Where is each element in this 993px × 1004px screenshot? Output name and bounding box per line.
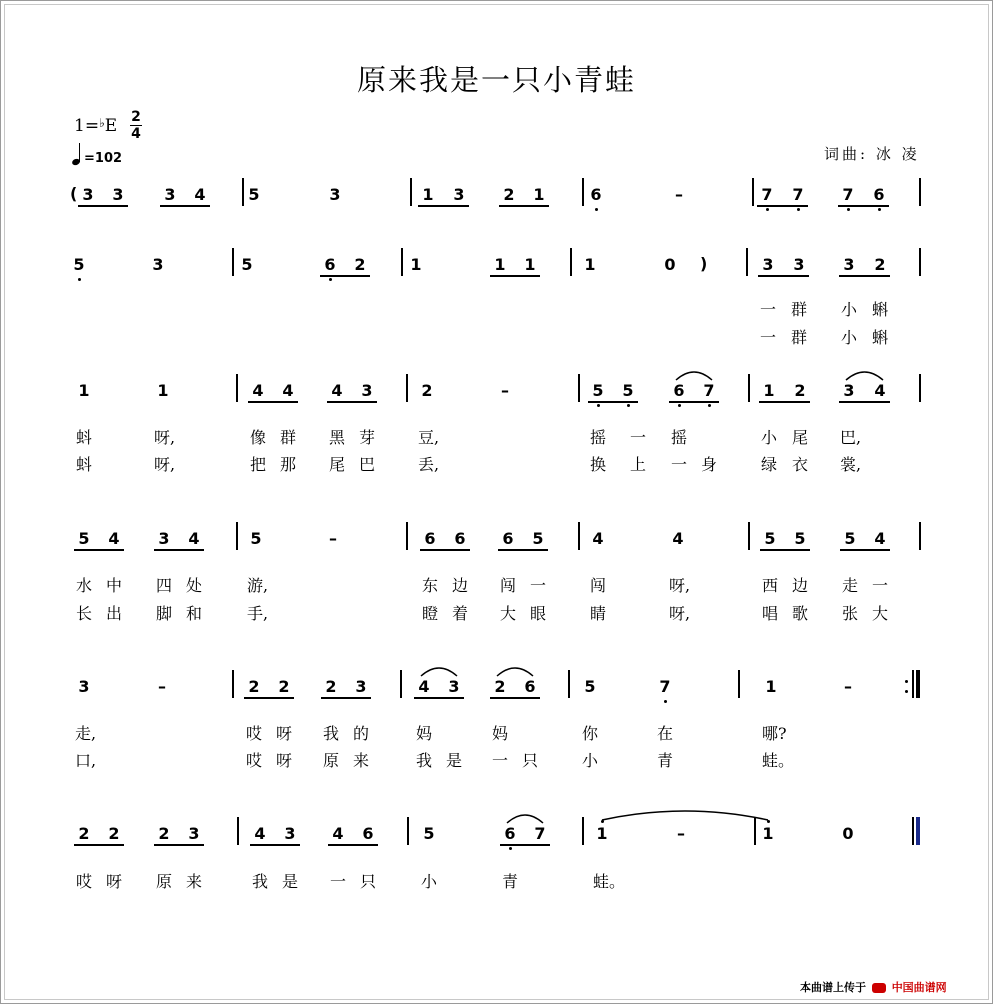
bar-line xyxy=(578,374,580,402)
lyric-syllable: 尾 xyxy=(328,455,345,474)
tie-arc xyxy=(495,664,535,678)
note: 7 xyxy=(703,381,715,400)
note: 5 xyxy=(532,529,544,548)
lyric-syllable: 哪? xyxy=(762,724,787,743)
lyric-syllable: 青 xyxy=(501,872,518,891)
beam-underline xyxy=(757,205,808,207)
beam-underline xyxy=(840,549,890,551)
note: 6 xyxy=(673,381,685,400)
lyric-syllable: 一 xyxy=(670,455,687,474)
note: 7 xyxy=(659,677,671,696)
note: 5 xyxy=(592,381,604,400)
lower-octave-dot xyxy=(664,700,667,703)
note: 2 xyxy=(494,677,506,696)
lyric-syllable: 大 xyxy=(499,604,516,623)
tie-arc xyxy=(844,368,885,382)
note: 6 xyxy=(362,824,374,843)
lyric-syllable: 原 xyxy=(155,872,172,891)
note: 1 xyxy=(422,185,434,204)
beam-underline xyxy=(759,401,810,403)
bar-line xyxy=(578,522,580,550)
lyric-syllable: 一 xyxy=(529,576,546,595)
beam-underline xyxy=(321,697,371,699)
lyric-syllable: 唱 xyxy=(761,604,778,623)
note: 3 xyxy=(762,255,774,274)
lyric-syllable: 蝌 xyxy=(871,328,888,347)
note: 4 xyxy=(592,529,604,548)
lower-octave-dot xyxy=(78,278,81,281)
song-title: 原来我是一只小青蛙 xyxy=(356,63,636,97)
lyric-syllable: 口, xyxy=(75,751,97,770)
note: 3 xyxy=(158,529,170,548)
lyric-syllable: 一 xyxy=(491,751,508,770)
lyric-syllable: 四 xyxy=(155,576,172,595)
lyric-syllable: 蛙。 xyxy=(593,872,626,891)
note: 5 xyxy=(250,529,262,548)
note: 1 xyxy=(763,381,775,400)
rest-note: 0 xyxy=(664,255,676,274)
note: 7 xyxy=(761,185,773,204)
beam-underline xyxy=(154,549,204,551)
lyric-syllable: 眼 xyxy=(529,604,546,623)
note: 2 xyxy=(503,185,515,204)
lyric-syllable: 小 xyxy=(420,872,437,891)
lyric-syllable: 绿 xyxy=(760,455,777,474)
lyric-syllable: 只 xyxy=(359,872,376,891)
lyric-syllable: 来 xyxy=(352,751,369,770)
bar-line xyxy=(570,248,572,276)
note: 3 xyxy=(284,824,296,843)
note: 1 xyxy=(524,255,536,274)
note: 6 xyxy=(590,185,602,204)
note: 3 xyxy=(78,677,90,696)
repeat-bar-thick xyxy=(916,670,920,698)
note: 4 xyxy=(874,381,886,400)
note: 3 xyxy=(82,185,94,204)
beam-underline xyxy=(414,697,464,699)
tempo-marking xyxy=(72,140,122,166)
lyric-syllable: 来 xyxy=(185,872,202,891)
note: 3 xyxy=(843,381,855,400)
note: 4 xyxy=(874,529,886,548)
note: 4 xyxy=(331,381,343,400)
note: 2 xyxy=(874,255,886,274)
beam-underline xyxy=(248,401,298,403)
bar-line xyxy=(748,374,750,402)
note: 3 xyxy=(453,185,465,204)
lyric-syllable: 一 xyxy=(329,872,346,891)
lyric-syllable: 着 xyxy=(451,604,468,623)
note: 1 xyxy=(596,824,608,843)
lyric-syllable: 呀, xyxy=(154,428,176,447)
lyric-syllable: 哎 xyxy=(245,724,262,743)
beam-underline xyxy=(328,844,378,846)
lyric-syllable: 那 xyxy=(279,455,296,474)
note: 4 xyxy=(418,677,430,696)
note: 3 xyxy=(329,185,341,204)
note: 3 xyxy=(112,185,124,204)
note: 1 xyxy=(762,824,774,843)
lyric-syllable: 出 xyxy=(105,604,122,623)
bar-line xyxy=(738,670,740,698)
lyric-syllable: 手, xyxy=(247,604,269,623)
note: 7 xyxy=(792,185,804,204)
note: 7 xyxy=(842,185,854,204)
footer-credit xyxy=(800,979,947,995)
lower-octave-dot xyxy=(329,278,332,281)
time-signature-bottom: 4 xyxy=(131,126,141,142)
lyric-syllable: 大 xyxy=(871,604,888,623)
tie-arc xyxy=(419,664,459,678)
note: 2 xyxy=(278,677,290,696)
lyric-syllable: 一 xyxy=(629,428,646,447)
lyric-syllable: 小 xyxy=(840,328,857,347)
note: 1 xyxy=(533,185,545,204)
lyric-syllable: 群 xyxy=(790,300,807,319)
bar-line xyxy=(406,374,408,402)
lyric-syllable: 一 xyxy=(871,576,888,595)
lyric-syllable: 裳, xyxy=(840,455,862,474)
bar-line xyxy=(242,178,244,206)
lyric-syllable: 张 xyxy=(841,604,858,623)
lyric-syllable: 边 xyxy=(451,576,468,595)
beam-underline xyxy=(154,844,204,846)
bar-line xyxy=(919,522,921,550)
note: 6 xyxy=(454,529,466,548)
lyric-syllable: 只 xyxy=(521,751,538,770)
bar-line xyxy=(407,817,409,845)
dash-note: – xyxy=(501,381,509,400)
beam-underline xyxy=(244,697,294,699)
lyric-syllable: 尾 xyxy=(791,428,808,447)
lyric-syllable: 蚪 xyxy=(75,428,92,447)
lyric-syllable: 摇 xyxy=(670,428,687,447)
dash-note: – xyxy=(844,677,852,696)
note: 2 xyxy=(325,677,337,696)
tie-arc xyxy=(505,811,545,825)
note: 3 xyxy=(152,255,164,274)
note: 5 xyxy=(584,677,596,696)
lyric-syllable: 小 xyxy=(840,300,857,319)
time-signature xyxy=(130,110,142,141)
note: 5 xyxy=(73,255,85,274)
lyric-syllable: 歌 xyxy=(791,604,808,623)
lyric-syllable: 呀, xyxy=(154,455,176,474)
beam-underline xyxy=(320,275,370,277)
lyric-syllable: 呀 xyxy=(105,872,122,891)
lyric-syllable: 呀 xyxy=(275,724,292,743)
beam-underline xyxy=(669,401,719,403)
lyric-syllable: 水 xyxy=(75,576,92,595)
beam-underline xyxy=(498,549,548,551)
note: 5 xyxy=(423,824,435,843)
rest-note: 0 xyxy=(842,824,854,843)
flat-sign: ♭ xyxy=(99,116,105,130)
note: 4 xyxy=(332,824,344,843)
lyric-syllable: 西 xyxy=(761,576,778,595)
lyric-syllable: 上 xyxy=(629,455,646,474)
note: 7 xyxy=(534,824,546,843)
bar-line xyxy=(401,248,403,276)
beam-underline xyxy=(327,401,377,403)
repeat-dot xyxy=(905,690,908,693)
repeat-dot xyxy=(905,680,908,683)
beam-underline xyxy=(160,205,210,207)
lyric-syllable: 呀, xyxy=(669,604,691,623)
lyric-syllable: 把 xyxy=(249,455,266,474)
lyric-syllable: 我 xyxy=(415,751,432,770)
note: 1 xyxy=(494,255,506,274)
lyric-syllable: 黑 xyxy=(328,428,345,447)
lower-octave-dot xyxy=(797,208,800,211)
lyric-syllable: 东 xyxy=(421,576,438,595)
end-bar-thick xyxy=(916,817,920,845)
dash-note: – xyxy=(329,529,337,548)
note: 2 xyxy=(354,255,366,274)
note: 5 xyxy=(844,529,856,548)
lyric-syllable: 豆, xyxy=(418,428,440,447)
note: 4 xyxy=(194,185,206,204)
note: 4 xyxy=(672,529,684,548)
lyric-syllable: 和 xyxy=(185,604,202,623)
lyric-syllable: 丢, xyxy=(418,455,440,474)
lyric-syllable: 瞪 xyxy=(421,604,438,623)
lyric-syllable: 是 xyxy=(281,872,298,891)
lyric-syllable: 呀, xyxy=(669,576,691,595)
lyric-syllable: 是 xyxy=(445,751,462,770)
beam-underline xyxy=(418,205,469,207)
note: 5 xyxy=(794,529,806,548)
lower-octave-dot xyxy=(847,208,850,211)
note: 2 xyxy=(421,381,433,400)
lyric-syllable: 边 xyxy=(791,576,808,595)
lyric-syllable: 衣 xyxy=(791,455,808,474)
lyric-syllable: 妈 xyxy=(491,724,508,743)
bar-line xyxy=(232,248,234,276)
lyric-syllable: 一 xyxy=(759,328,776,347)
note: 4 xyxy=(254,824,266,843)
composer-credit: 词曲: 冰 凌 xyxy=(824,145,920,163)
note: 2 xyxy=(108,824,120,843)
note: 3 xyxy=(793,255,805,274)
note: 6 xyxy=(502,529,514,548)
note: 4 xyxy=(108,529,120,548)
bar-line xyxy=(237,817,239,845)
note: 2 xyxy=(248,677,260,696)
note: 5 xyxy=(248,185,260,204)
beam-underline xyxy=(499,205,549,207)
bar-line xyxy=(752,178,754,206)
beam-underline xyxy=(74,844,124,846)
note: 5 xyxy=(78,529,90,548)
lyric-syllable: 原 xyxy=(322,751,339,770)
beam-underline xyxy=(490,697,540,699)
beam-underline xyxy=(78,205,128,207)
note: 1 xyxy=(410,255,422,274)
key-signature xyxy=(74,116,117,136)
note: 4 xyxy=(188,529,200,548)
note: 3 xyxy=(164,185,176,204)
note: 2 xyxy=(158,824,170,843)
dash-note: – xyxy=(158,677,166,696)
key-note: E xyxy=(104,116,118,136)
beam-underline xyxy=(250,844,300,846)
repeat-bar-thin xyxy=(912,670,914,698)
footer-text: 本曲谱上传于 xyxy=(800,981,866,994)
end-bar-thin xyxy=(912,817,914,845)
lyric-syllable: 青 xyxy=(656,751,673,770)
footer-brand: 中国曲谱网 xyxy=(891,981,947,994)
lyric-syllable: 游, xyxy=(247,576,269,595)
note: 3 xyxy=(355,677,367,696)
lyric-syllable: 小 xyxy=(760,428,777,447)
note: 1 xyxy=(584,255,596,274)
bar-line xyxy=(568,670,570,698)
lyric-syllable: 蚪 xyxy=(75,455,92,474)
lyric-syllable: 睛 xyxy=(589,604,606,623)
lyric-syllable: 你 xyxy=(581,724,598,743)
lyric-syllable: 走 xyxy=(841,576,858,595)
note: 1 xyxy=(157,381,169,400)
bar-line xyxy=(746,248,748,276)
lower-octave-dot xyxy=(597,404,600,407)
tie-arc xyxy=(600,808,770,822)
note: 5 xyxy=(622,381,634,400)
beam-underline xyxy=(420,549,470,551)
bar-line xyxy=(410,178,412,206)
quarter-note-icon xyxy=(72,140,84,166)
note: 6 xyxy=(524,677,536,696)
lyric-syllable: 长 xyxy=(75,604,92,623)
bar-line xyxy=(582,178,584,206)
beam-underline xyxy=(500,844,550,846)
lyric-syllable: 巴, xyxy=(840,428,862,447)
lower-octave-dot xyxy=(678,404,681,407)
note: 3 xyxy=(361,381,373,400)
note: 6 xyxy=(324,255,336,274)
bar-line xyxy=(400,670,402,698)
note: 6 xyxy=(424,529,436,548)
dash-note: – xyxy=(675,185,683,204)
lyric-syllable: 巴 xyxy=(358,455,375,474)
note: 3 xyxy=(448,677,460,696)
beam-underline xyxy=(839,401,890,403)
note: 4 xyxy=(282,381,294,400)
lyric-syllable: 中 xyxy=(105,576,122,595)
note: 2 xyxy=(78,824,90,843)
note: 1 xyxy=(765,677,777,696)
lyric-syllable: 哎 xyxy=(75,872,92,891)
lyric-syllable: 妈 xyxy=(415,724,432,743)
bar-line xyxy=(748,522,750,550)
lyric-syllable: 处 xyxy=(185,576,202,595)
lower-octave-dot xyxy=(766,208,769,211)
bar-line xyxy=(406,522,408,550)
note: 3 xyxy=(188,824,200,843)
lyric-syllable: 蝌 xyxy=(871,300,888,319)
bar-line xyxy=(236,522,238,550)
lyric-syllable: 摇 xyxy=(589,428,606,447)
bar-line xyxy=(232,670,234,698)
tempo-value: =102 xyxy=(84,151,123,166)
lyric-syllable: 群 xyxy=(790,328,807,347)
lyric-syllable: 我 xyxy=(251,872,268,891)
lyric-syllable: 走, xyxy=(75,724,97,743)
note: 6 xyxy=(504,824,516,843)
beam-underline xyxy=(74,549,124,551)
beam-underline xyxy=(588,401,638,403)
lower-octave-dot xyxy=(595,208,598,211)
lower-octave-dot xyxy=(509,847,512,850)
time-signature-top: 2 xyxy=(131,109,141,125)
note: 5 xyxy=(764,529,776,548)
lyric-syllable: 闯 xyxy=(499,576,516,595)
paren-close: ) xyxy=(700,254,708,273)
note: 1 xyxy=(78,381,90,400)
lyric-syllable: 一 xyxy=(759,300,776,319)
lyric-syllable: 换 xyxy=(589,455,606,474)
lyric-syllable: 小 xyxy=(581,751,598,770)
note: 3 xyxy=(843,255,855,274)
note: 6 xyxy=(873,185,885,204)
bar-line xyxy=(582,817,584,845)
beam-underline xyxy=(758,275,809,277)
bar-line xyxy=(236,374,238,402)
bar-line xyxy=(919,374,921,402)
beam-underline xyxy=(839,275,890,277)
beam-underline xyxy=(760,549,810,551)
bar-line xyxy=(919,178,921,206)
paren-open: ( xyxy=(70,184,78,203)
lyric-syllable: 的 xyxy=(352,724,369,743)
beam-underline xyxy=(490,275,540,277)
lower-octave-dot xyxy=(708,404,711,407)
note: 4 xyxy=(252,381,264,400)
lower-octave-dot xyxy=(878,208,881,211)
site-logo-icon xyxy=(872,983,886,993)
lyric-syllable: 像 xyxy=(249,428,266,447)
lyric-syllable: 脚 xyxy=(155,604,172,623)
lyric-syllable: 身 xyxy=(700,455,717,474)
bar-line xyxy=(919,248,921,276)
note: 5 xyxy=(241,255,253,274)
lyric-syllable: 哎 xyxy=(245,751,262,770)
lower-octave-dot xyxy=(627,404,630,407)
note: 2 xyxy=(794,381,806,400)
lyric-syllable: 在 xyxy=(656,724,673,743)
tie-arc xyxy=(674,368,714,382)
lyric-syllable: 芽 xyxy=(358,428,375,447)
lyric-syllable: 呀 xyxy=(275,751,292,770)
dash-note: – xyxy=(677,824,685,843)
lyric-syllable: 群 xyxy=(279,428,296,447)
beam-underline xyxy=(838,205,889,207)
lyric-syllable: 蛙。 xyxy=(762,751,795,770)
key-prefix: 1= xyxy=(74,116,100,136)
lyric-syllable: 闯 xyxy=(589,576,606,595)
lyric-syllable: 我 xyxy=(322,724,339,743)
